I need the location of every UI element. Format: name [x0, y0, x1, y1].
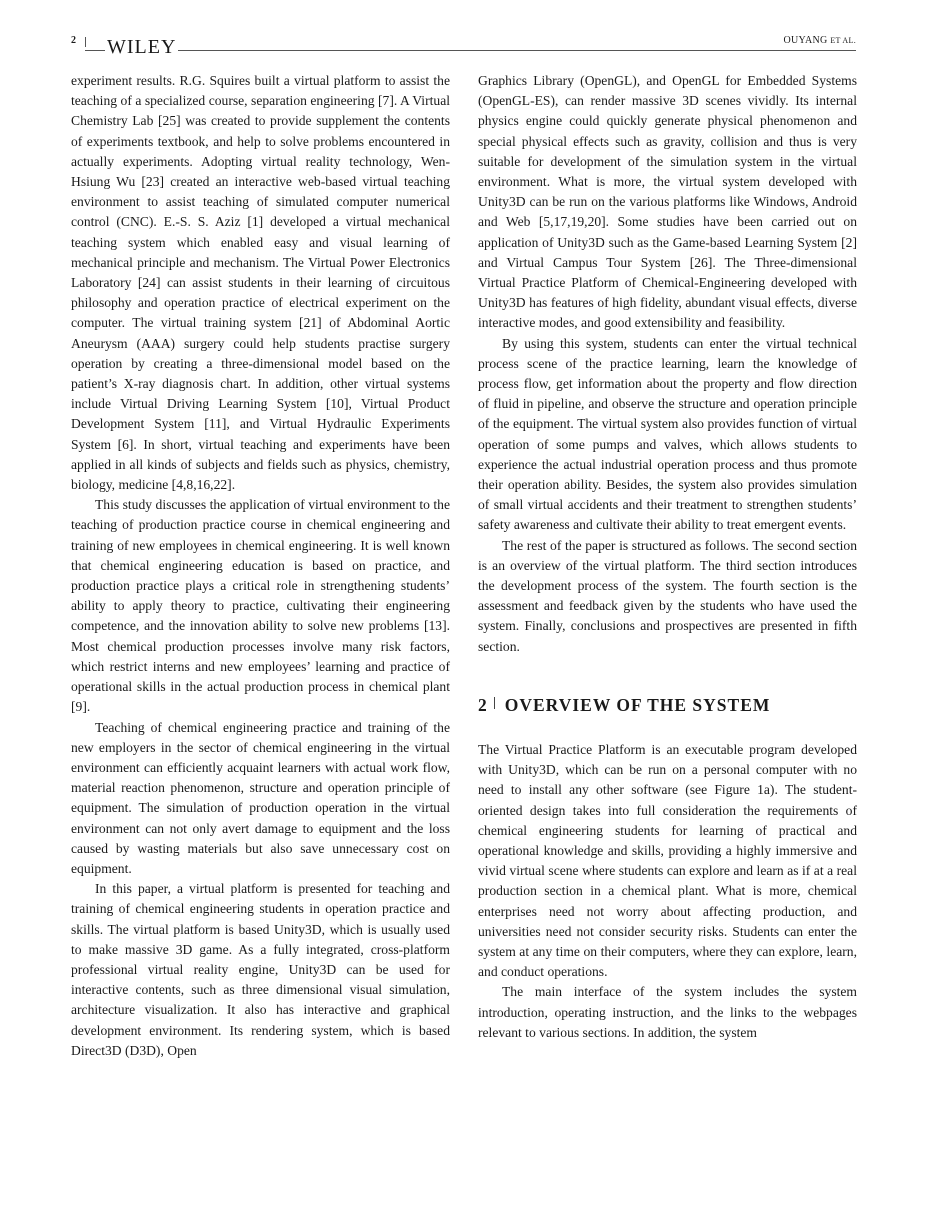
paragraph: The main interface of the system includes the system introduction, operating instruction, and the links to the webpages relevant to various sections. In addition, the system [478, 984, 857, 1040]
running-head-etal: ET AL. [830, 36, 856, 45]
running-head [784, 35, 856, 46]
section-separator [494, 697, 495, 709]
paragraph: Graphics Library (OpenGL), and OpenGL for Embedded Systems (OpenGL-ES), can render massive 3D scenes vividly. Its internal physics engine could quickly generate physical phenomenon and special physical effects such as gravity, collision and thus is very suitable for development of the simulation system in the virtual environment. What is more, the virtual system developed with Unity3D can be run on the various platforms like Windows, Android and Web [5,17,19,20]. Some studies have been carried out on application of Unity3D such as the Game-based Learning System [2] and Virtual Campus Tour System [26]. The Three-dimensional Virtual Practice Platform of Chemical-Engineering developed with Unity3D has features of high fidelity, abundant visual effects, diverse interactive modes, and good extensibility and feasibility. [478, 73, 857, 331]
page-number: 2 [71, 35, 76, 46]
paragraph: Teaching of chemical engineering practice and training of the new employers in the sector of chemical engineering in the virtual environment can efficiently acquaint learners with actual work flow, material reaction phenomenon, structure and operation principle of equipment. The simulation of production operation in the virtual environment can not only avert damage to equipment and the loss caused by wasting materials but also save unnecessary cost on equipment. [71, 719, 450, 876]
paragraph: experiment results. R.G. Squires built a virtual platform to assist the teaching of a specialized course, separation engineering [7]. A Virtual Chemistry Lab [25] was created to provide supplement the contents of experiments textbook, and help to solve problems encountered in actually experiments. Adopting virtual reality technology, Wen-Hsiung Wu [23] created an interactive web-based virtual teaching environment to assist teaching of simulated computer numerical control (CNC). E.-S. S. Aziz [1] developed a virtual mechanical teaching system which enabled easy and visual learning of mechanical principle and mechanism. The Virtual Power Electronics Laboratory [24] can assist students in their learning of circuitous philosophy and operation practice of electrical experiment on the computer. The virtual training system [21] of Abdominal Aortic Aneurysm (AAA) surgery could help students practise surgery operation by creating a three-dimensional model based on the patient’s X-ray diagnosis chart. In addition, other virtual systems include Virtual Driving Learning System [10], Virtual Product Development System [11], and Virtual Hydraulic Experiments System [6]. In short, virtual teaching and experiments have been applied in all kinds of subjects and fields such as physics, chemistry, biology, medicine [4,8,16,22]. [71, 73, 450, 493]
page-header [71, 33, 856, 57]
section-heading [478, 694, 857, 716]
header-rule [85, 50, 856, 51]
right-column [478, 71, 857, 1043]
paragraph: The Virtual Practice Platform is an executable program developed with Unity3D, which can be run on a personal computer with no need to install any other software (see Figure 1a). The student-oriented design takes into full consideration the requirements of chemical engineering students for learning of practical and operational knowledge and skills, providing a highly immersive and vivid virtual scene where students can explore and learn as if at a real production section in a chemical plant. What is more, chemical enterprises need not worry about affecting production, and universities need not consider security risks. Students can enter the system at any time on their computers, where they can explore, learn, and conduct operations. [478, 741, 857, 980]
section-title: OVERVIEW OF THE SYSTEM [504, 694, 771, 715]
section-number: 2 [478, 694, 488, 715]
paragraph: In this paper, a virtual platform is presented for teaching and training of chemical engineering students in operation practice and skills. The virtual platform is based Unity3D, which is usually used to make massive 3D game. As a fully integrated, cross-platform professional virtual reality engine, Unity3D can be used for interactive contents, such as three dimensional visual simulation, architecture visualization. It also has interactive and graphical development environment. Its rendering system, which is based Direct3D (D3D), Open [71, 881, 450, 1058]
left-column [71, 71, 450, 1061]
publisher-logo: WILEY [107, 36, 177, 58]
paragraph: This study discusses the application of virtual environment to the teaching of production practice course in chemical engineering and training of new employees in chemical engineering. It is well known that chemical engineering education is based on practice, and production practice plays a critical role in strengthening students’ ability to apply theory to practice, cultivating their engineering competence, and the innovation ability to solve new problems [13]. Most chemical production processes involve many risk factors, which restrict interns and new employees’ learning and practice of operational skills in the actual production process in chemical plant [9]. [71, 497, 450, 715]
paragraph: By using this system, students can enter the virtual technical process scene of the practice learning, learn the knowledge of process flow, get information about the property and flow direction of fluid in pipeline, and observe the structure and operation principle of the equipment. The virtual system also provides function of virtual operation of some pumps and valves, which allows students to experience the actual industrial operation process and thus promote their operation ability. Besides, the system also provides simulation of small virtual accidents and their treatment to strengthen students’ safety awareness and cultivate their ability to treat emergent events. [478, 335, 857, 533]
header-separator [85, 37, 86, 47]
paragraph: The rest of the paper is structured as follows. The second section is an overview of the virtual platform. The third section introduces the development process of the system. The fourth section is the assessment and feedback given by the students who have used the system. Finally, conclusions and prospectives are presented in fifth section. [478, 537, 857, 654]
running-head-author: OUYANG [783, 35, 831, 46]
